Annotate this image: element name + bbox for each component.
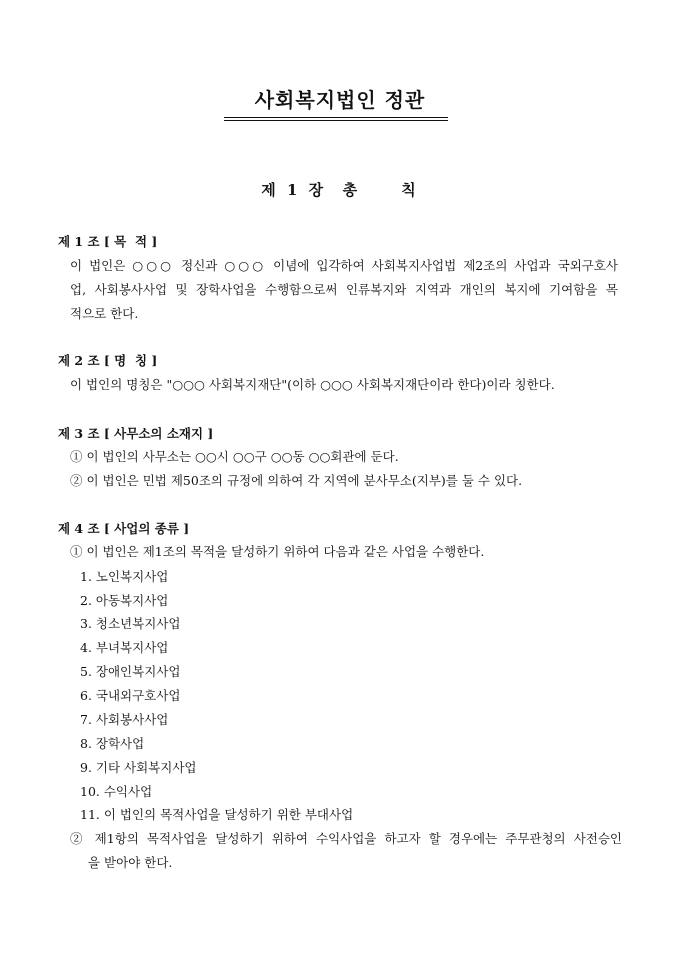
article-1-line-3: 적으로 한다. — [70, 306, 139, 321]
article-2-heading: 제 2 조 [ 명 칭 ] — [58, 353, 158, 368]
article-4-heading: 제 4 조 [ 사업의 종류 ] — [58, 521, 190, 536]
list-item: 7. 사회봉사사업 — [80, 712, 169, 727]
list-item: 2. 아동복지사업 — [80, 593, 169, 608]
article-2-line-1: 이 법인의 명칭은 "○○○ 사회복지재단"(이하 ○○○ 사회복지재단이라 한다)이라 칭한다. — [70, 377, 555, 392]
list-item: 5. 장애인복지사업 — [80, 664, 181, 679]
list-item: 3. 청소년복지사업 — [80, 616, 181, 631]
article-4-para-1: ① 이 법인은 제1조의 목적을 달성하기 위하여 다음과 같은 사업을 수행한다. — [70, 544, 485, 559]
chapter-heading: 제 1 장 총 칙 — [261, 181, 419, 199]
list-item: 8. 장학사업 — [80, 736, 145, 751]
article-1-heading: 제 1 조 [ 목 적 ] — [58, 234, 158, 249]
title-underline-bottom — [224, 120, 448, 121]
document-title: 사회복지법인 정관 — [254, 88, 426, 112]
list-item: 11. 이 법인의 목적사업을 달성하기 위한 부대사업 — [80, 807, 354, 822]
list-item: 10. 수익사업 — [80, 784, 153, 799]
article-4-para-2-line-2: 을 받아야 한다. — [88, 855, 173, 870]
list-item: 6. 국내외구호사업 — [80, 688, 181, 703]
title-underline-top — [224, 117, 448, 118]
article-3-heading: 제 3 조 [ 사무소의 소재지 ] — [58, 426, 214, 441]
article-1-line-2: 업, 사회봉사사업 및 장학사업을 수행함으로써 인류복지와 지역과 개인의 복지에 기여함을 목 — [70, 282, 618, 297]
list-item: 1. 노인복지사업 — [80, 569, 169, 584]
list-item: 4. 부녀복지사업 — [80, 640, 169, 655]
article-4-para-2-line-1: ② 제1항의 목적사업을 달성하기 위하여 수익사업을 하고자 할 경우에는 주무관청의 사전승인 — [70, 831, 622, 846]
article-3-para-1: ① 이 법인의 사무소는 ○○시 ○○구 ○○동 ○○회관에 둔다. — [70, 449, 399, 464]
article-3-para-2: ② 이 법인은 민법 제50조의 규정에 의하여 각 지역에 분사무소(지부)를 둘 수 있다. — [70, 473, 523, 488]
article-1-line-1: 이 법인은 ○○○ 정신과 ○○○ 이념에 입각하여 사회복지사업법 제2조의 사업과 국외구호사 — [70, 258, 618, 273]
list-item: 9. 기타 사회복지사업 — [80, 760, 197, 775]
